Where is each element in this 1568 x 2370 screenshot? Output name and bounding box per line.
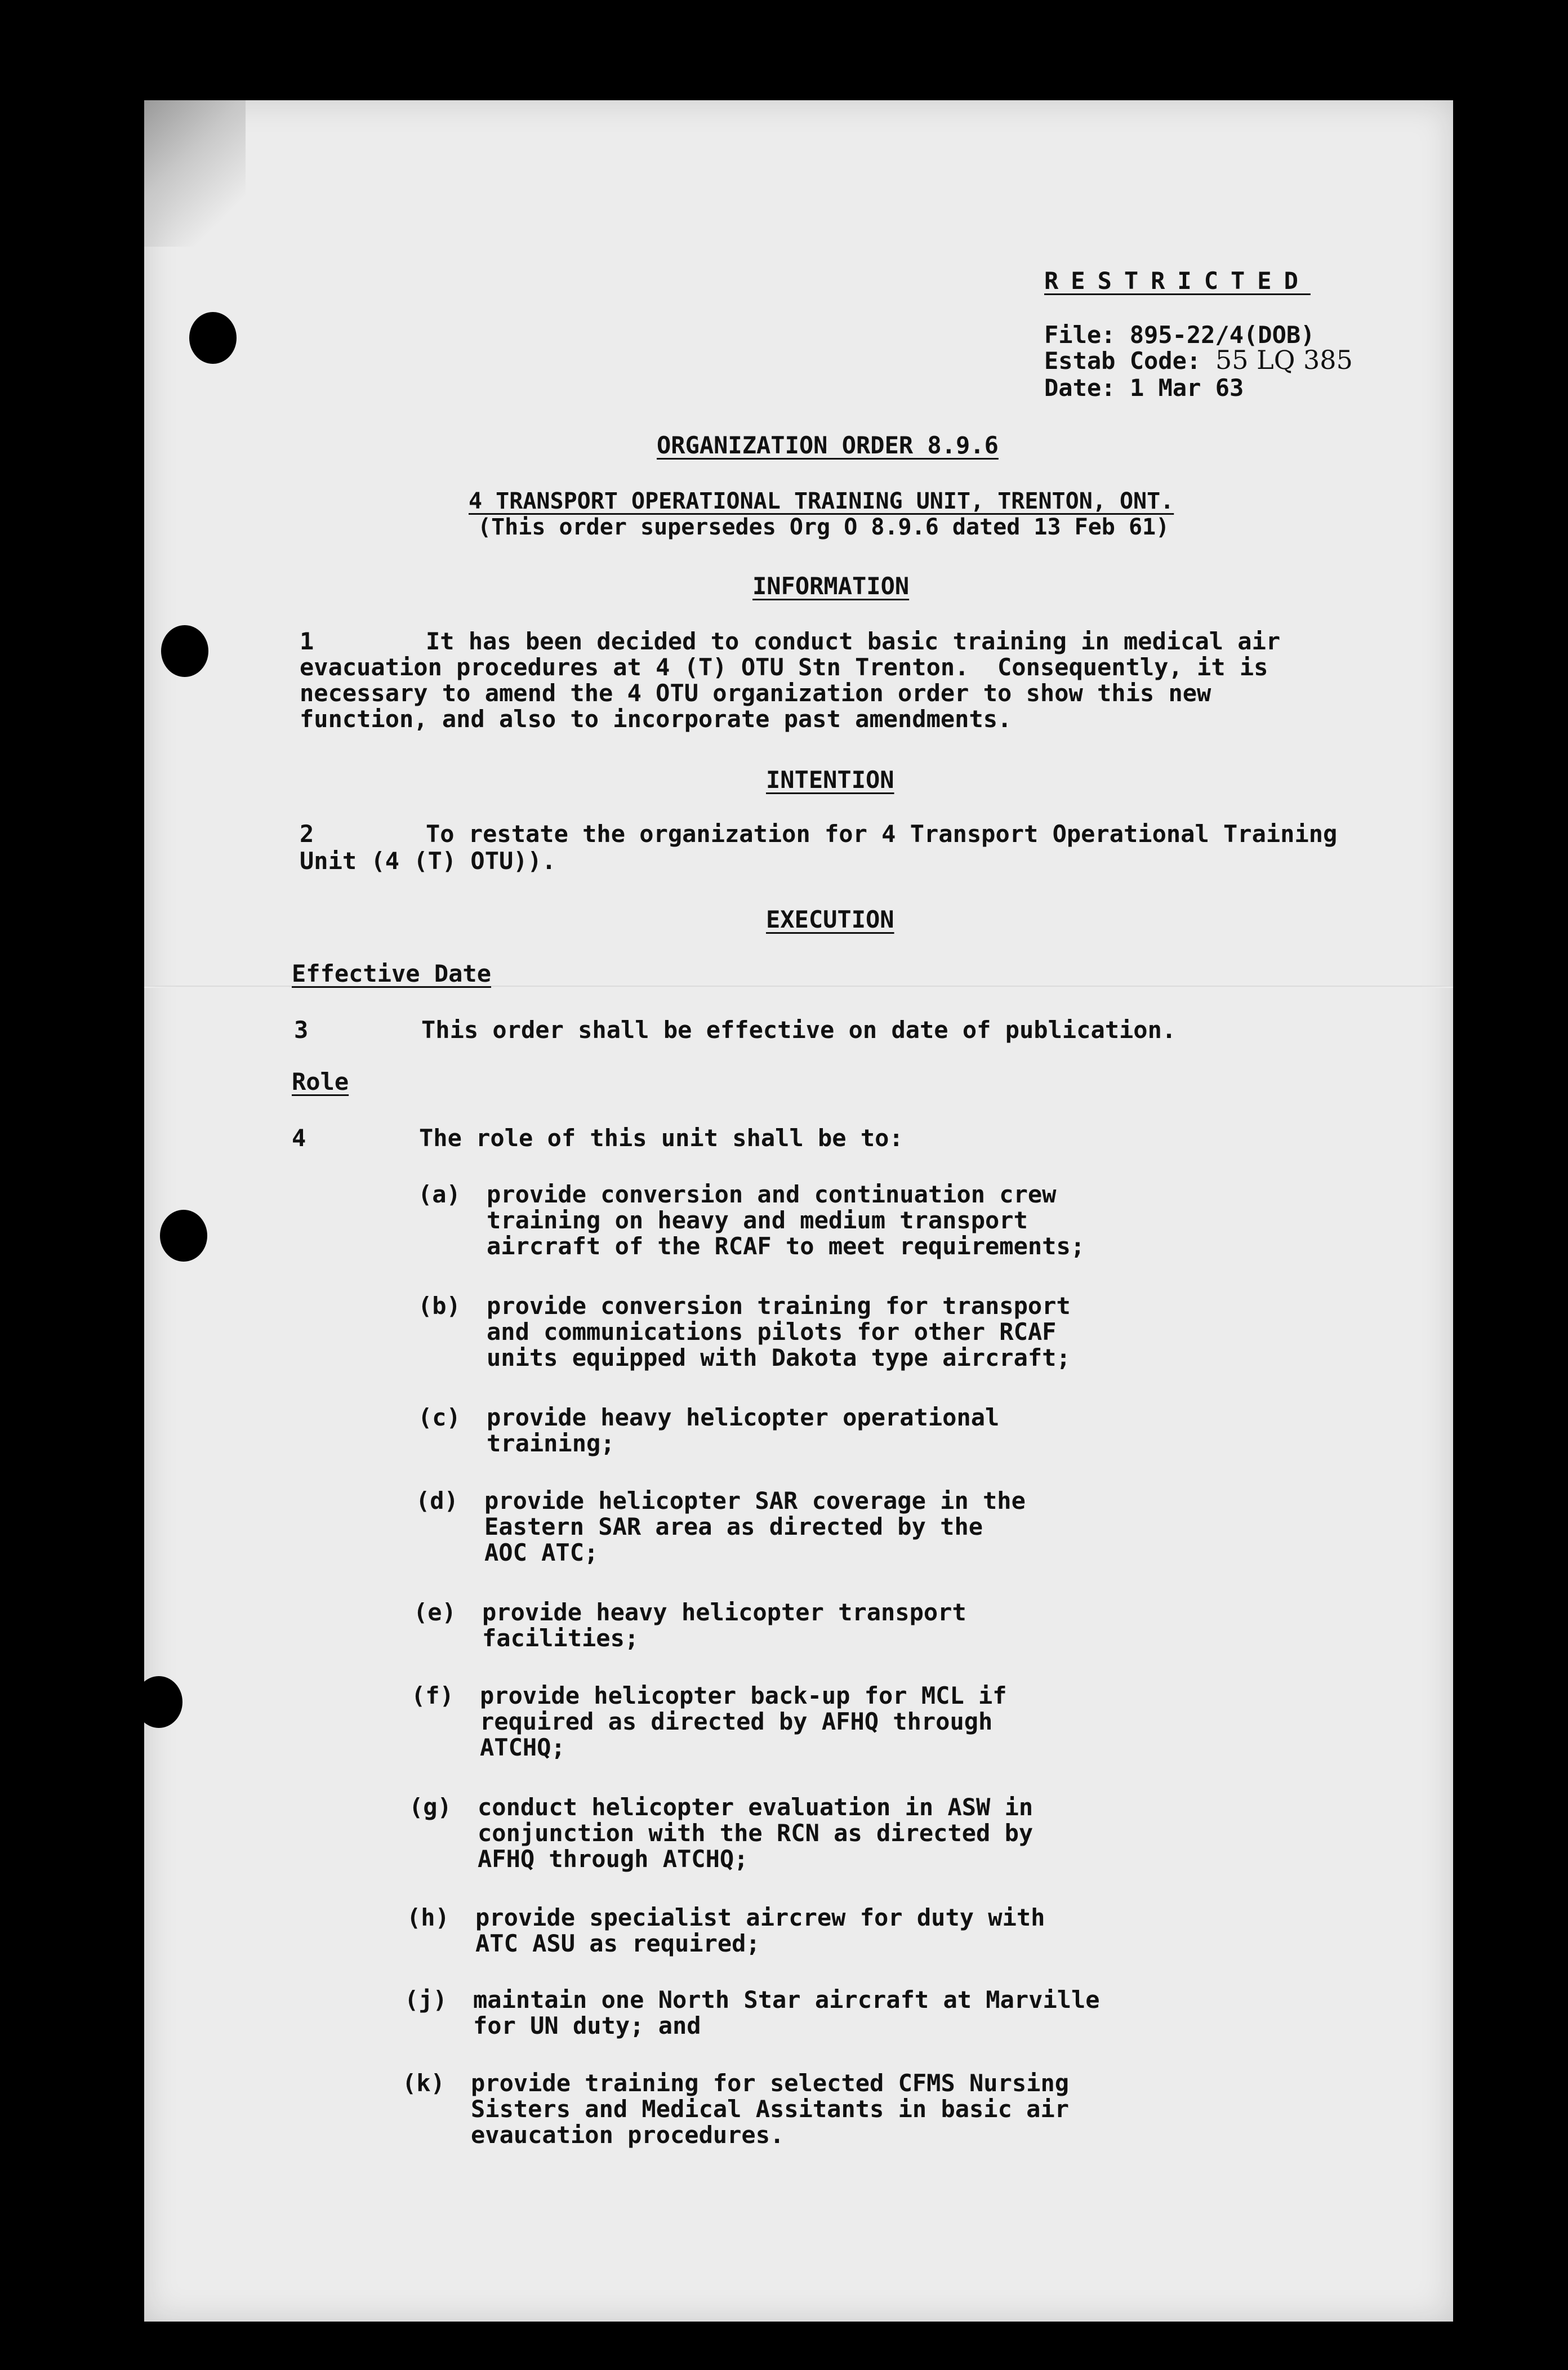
role-line: required as directed by AFHQ through [480,1708,993,1735]
role-line: provide heavy helicopter transport [482,1598,966,1626]
file-reference: File: 895-22/4(DOB) [1044,321,1315,349]
document-page [144,100,1453,2322]
role-label: (f) [411,1682,454,1709]
role-line: aircraft of the RCAF to meet requirements; [487,1232,1085,1260]
role-line: conduct helicopter evaluation in ASW in [478,1793,1034,1821]
role-line: maintain one North Star aircraft at Marville [473,1986,1100,2013]
role-line: provide specialist aircrew for duty with [475,1904,1045,1931]
role-label: (b) [418,1292,461,1320]
role-label: (h) [407,1904,449,1931]
para-line: Unit (4 (T) OTU)). [300,847,556,875]
role-line: ATC ASU as required; [475,1930,760,1957]
role-line: training on heavy and medium transport [487,1206,1028,1234]
role-label: (k) [402,2069,445,2097]
estab-code-value: 55 LQ 385 [1215,345,1353,375]
role-line: Sisters and Medical Assitants in basic air [471,2095,1070,2123]
role-line: provide conversion and continuation crew [487,1180,1057,1208]
para-number: 2 [300,820,314,848]
role-line: evaucation procedures. [471,2121,785,2149]
date-label: Date: [1044,374,1116,402]
para-number: 3 [294,1016,309,1044]
para-line: function, and also to incorporate past amendments. [300,705,1012,733]
date-value: 1 Mar 63 [1130,374,1244,402]
para-line: The role of this unit shall be to: [419,1124,903,1152]
role-line: provide heavy helicopter operational [487,1404,1000,1431]
section-intention: INTENTION [766,766,894,794]
unit-title: 4 TRANSPORT OPERATIONAL TRAINING UNIT, TRENTON, ONT. [469,488,1174,514]
role-line: facilities; [482,1624,639,1652]
order-title: ORGANIZATION ORDER 8.9.6 [657,431,999,459]
role-line: and communications pilots for other RCAF [487,1318,1057,1346]
para-line: It has been decided to conduct basic training in medical air [426,627,1281,655]
role-label: (d) [416,1487,458,1514]
para-line: evacuation procedures at 4 (T) OTU Stn Trenton. Consequently, it is [300,653,1268,681]
para-line: This order shall be effective on date of publication. [421,1016,1177,1044]
role-line: provide training for selected CFMS Nursing [471,2069,1070,2097]
role-line: Eastern SAR area as directed by the [484,1513,983,1540]
role-line: AFHQ through ATCHQ; [478,1845,749,1873]
para-line: To restate the organization for 4 Transport Operational Training [426,820,1338,848]
supersedes-note: (This order supersedes Org O 8.9.6 dated 13 Feb 61) [478,514,1170,540]
role-label: (g) [409,1793,452,1821]
role-line: provide conversion training for transport [487,1292,1071,1320]
role-line: training; [487,1429,615,1457]
role-label: (a) [418,1180,461,1208]
para-line: necessary to amend the 4 OTU organization order to show this new [300,679,1211,707]
subsection-role: Role [292,1068,349,1095]
role-line: provide helicopter back-up for MCL if [480,1682,1007,1709]
section-information: INFORMATION [752,572,910,600]
role-line: ATCHQ; [480,1734,565,1761]
para-number: 1 [300,627,314,655]
subsection-effective-date: Effective Date [292,960,492,987]
document-body [144,100,1453,2322]
para-number: 4 [292,1124,306,1152]
role-line: for UN duty; and [473,2012,701,2039]
classification: RESTRICTED [1044,267,1311,295]
role-line: units equipped with Dakota type aircraft; [487,1344,1071,1371]
role-line: provide helicopter SAR coverage in the [484,1487,1026,1514]
role-label: (c) [418,1404,461,1431]
role-line: AOC ATC; [484,1539,599,1566]
role-line: conjunction with the RCN as directed by [478,1819,1034,1847]
estab-code-label: Estab Code: [1044,347,1201,375]
role-label: (j) [404,1986,447,2013]
section-execution: EXECUTION [766,906,894,933]
role-label: (e) [413,1598,456,1626]
